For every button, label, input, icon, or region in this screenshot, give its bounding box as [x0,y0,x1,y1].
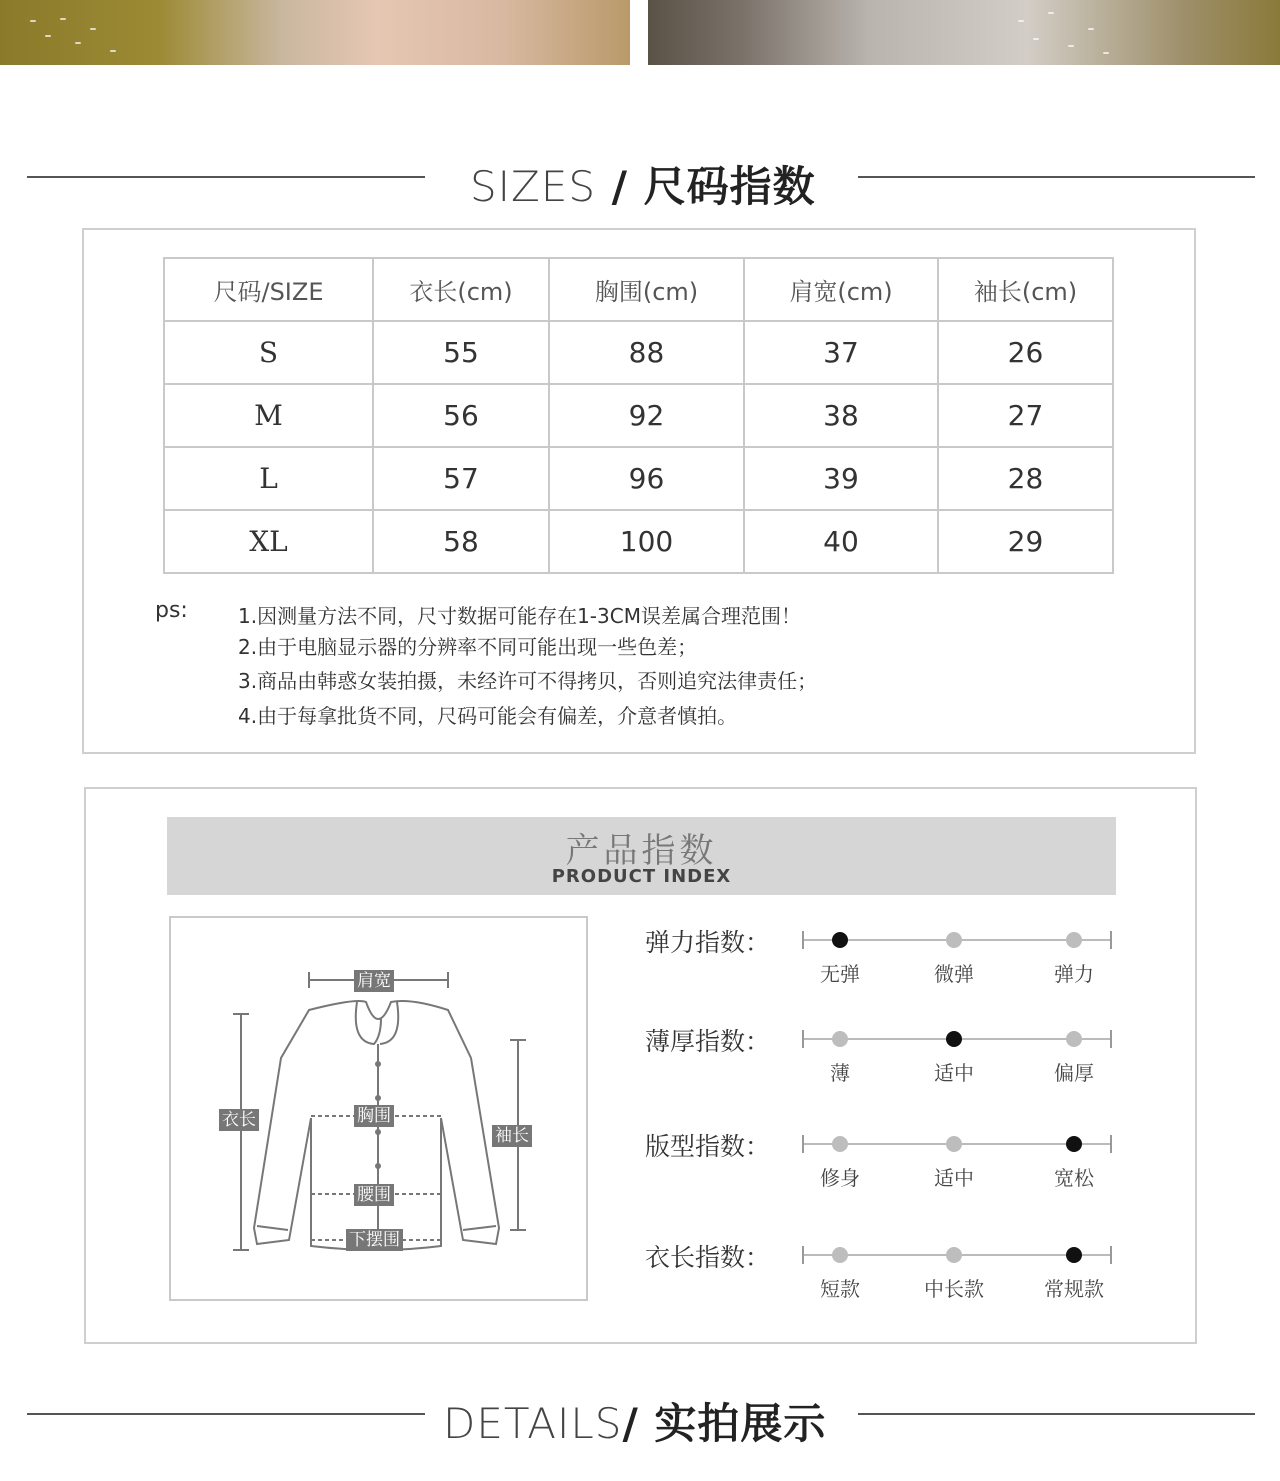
table-cell: 38 [744,384,938,447]
waist-label: 腰围 [354,1184,394,1206]
table-row [164,447,1113,510]
table-header: 衣长(cm) [373,258,549,321]
table-header-row [164,258,1113,321]
index-option-label: 修身 [820,1166,860,1190]
index-option-label: 宽松 [1054,1166,1094,1190]
chest-label: 胸围 [354,1105,394,1127]
table-cell: 29 [938,510,1113,573]
table-cell: 58 [373,510,549,573]
index-dot [946,1247,962,1263]
garment-diagram [169,916,588,1301]
index-scale-tick [1110,1246,1112,1264]
table-cell: 88 [549,321,744,384]
index-dot-selected [1066,1136,1082,1152]
index-scale-tick [802,931,804,949]
index-dot-selected [1066,1247,1082,1263]
index-scale-tick [1110,931,1112,949]
index-scale-tick [1110,1135,1112,1153]
index-label: 薄厚指数： [645,1027,771,1056]
table-cell: XL [164,510,373,573]
table-cell: 92 [549,384,744,447]
note-line: 2.由于电脑显示器的分辨率不同可能出现一些色差； [238,635,698,659]
index-label: 弹力指数： [645,928,771,957]
table-row [164,321,1113,384]
table-header: 胸围(cm) [549,258,744,321]
note-line: 3.商品由韩惑女装拍摄，未经许可不得拷贝，否则追究法律责任； [238,669,818,693]
index-scale-tick [802,1246,804,1264]
table-header: 尺码/SIZE [164,258,373,321]
index-dot-selected [832,932,848,948]
product-index-subtitle: PRODUCT INDEX [551,866,732,887]
index-label: 衣长指数： [645,1243,771,1272]
table-row [164,384,1113,447]
index-dot [832,1031,848,1047]
sleeve-label: 袖长 [492,1125,532,1147]
index-dot [832,1247,848,1263]
table-cell: 28 [938,447,1113,510]
table-cell: L [164,447,373,510]
index-dot [946,1136,962,1152]
size-table [163,257,1114,574]
index-dot [1066,932,1082,948]
index-label: 版型指数： [645,1132,771,1161]
table-cell: M [164,384,373,447]
index-dot-selected [946,1031,962,1047]
title-divider-left [27,176,425,178]
table-cell: 57 [373,447,549,510]
length-label: 衣长 [219,1109,259,1131]
index-scale-tick [1110,1030,1112,1048]
hem-label: 下摆围 [346,1229,403,1251]
title-divider-left [27,1413,425,1415]
index-option-label: 适中 [934,1166,974,1190]
product-photo-right [648,0,1280,65]
index-option-label: 适中 [934,1061,974,1085]
index-scale-tick [802,1030,804,1048]
index-dot [946,932,962,948]
index-option-label: 偏厚 [1054,1061,1094,1085]
index-option-label: 常规款 [1044,1277,1104,1301]
table-cell: 56 [373,384,549,447]
title-divider-right [858,1413,1255,1415]
product-index-title: 产品指数 [565,831,718,871]
table-header: 袖长(cm) [938,258,1113,321]
index-dot [1066,1031,1082,1047]
index-dot [832,1136,848,1152]
product-photo-left [0,0,630,65]
details-section-title: DETAILS/ 实拍展示 [443,1399,827,1448]
note-line: 1.因测量方法不同，尺寸数据可能存在1-3CM误差属合理范围！ [238,604,801,628]
sizes-section-title: SIZES / 尺码指数 [470,162,816,211]
index-option-label: 弹力 [1054,962,1094,986]
notes-label: ps: [155,598,188,623]
table-cell: 37 [744,321,938,384]
index-option-label: 薄 [830,1061,850,1085]
index-option-label: 微弹 [934,962,974,986]
table-cell: 96 [549,447,744,510]
table-cell: 55 [373,321,549,384]
table-row [164,510,1113,573]
table-header: 肩宽(cm) [744,258,938,321]
table-cell: S [164,321,373,384]
title-divider-right [858,176,1255,178]
table-cell: 39 [744,447,938,510]
table-cell: 40 [744,510,938,573]
table-cell: 100 [549,510,744,573]
note-line: 4.由于每拿批货不同，尺码可能会有偏差，介意者慎拍。 [238,704,738,728]
index-option-label: 无弹 [820,962,860,986]
table-cell: 26 [938,321,1113,384]
table-cell: 27 [938,384,1113,447]
index-option-label: 中长款 [924,1277,984,1301]
index-option-label: 短款 [820,1277,860,1301]
shoulder-label: 肩宽 [354,970,394,992]
index-scale-tick [802,1135,804,1153]
